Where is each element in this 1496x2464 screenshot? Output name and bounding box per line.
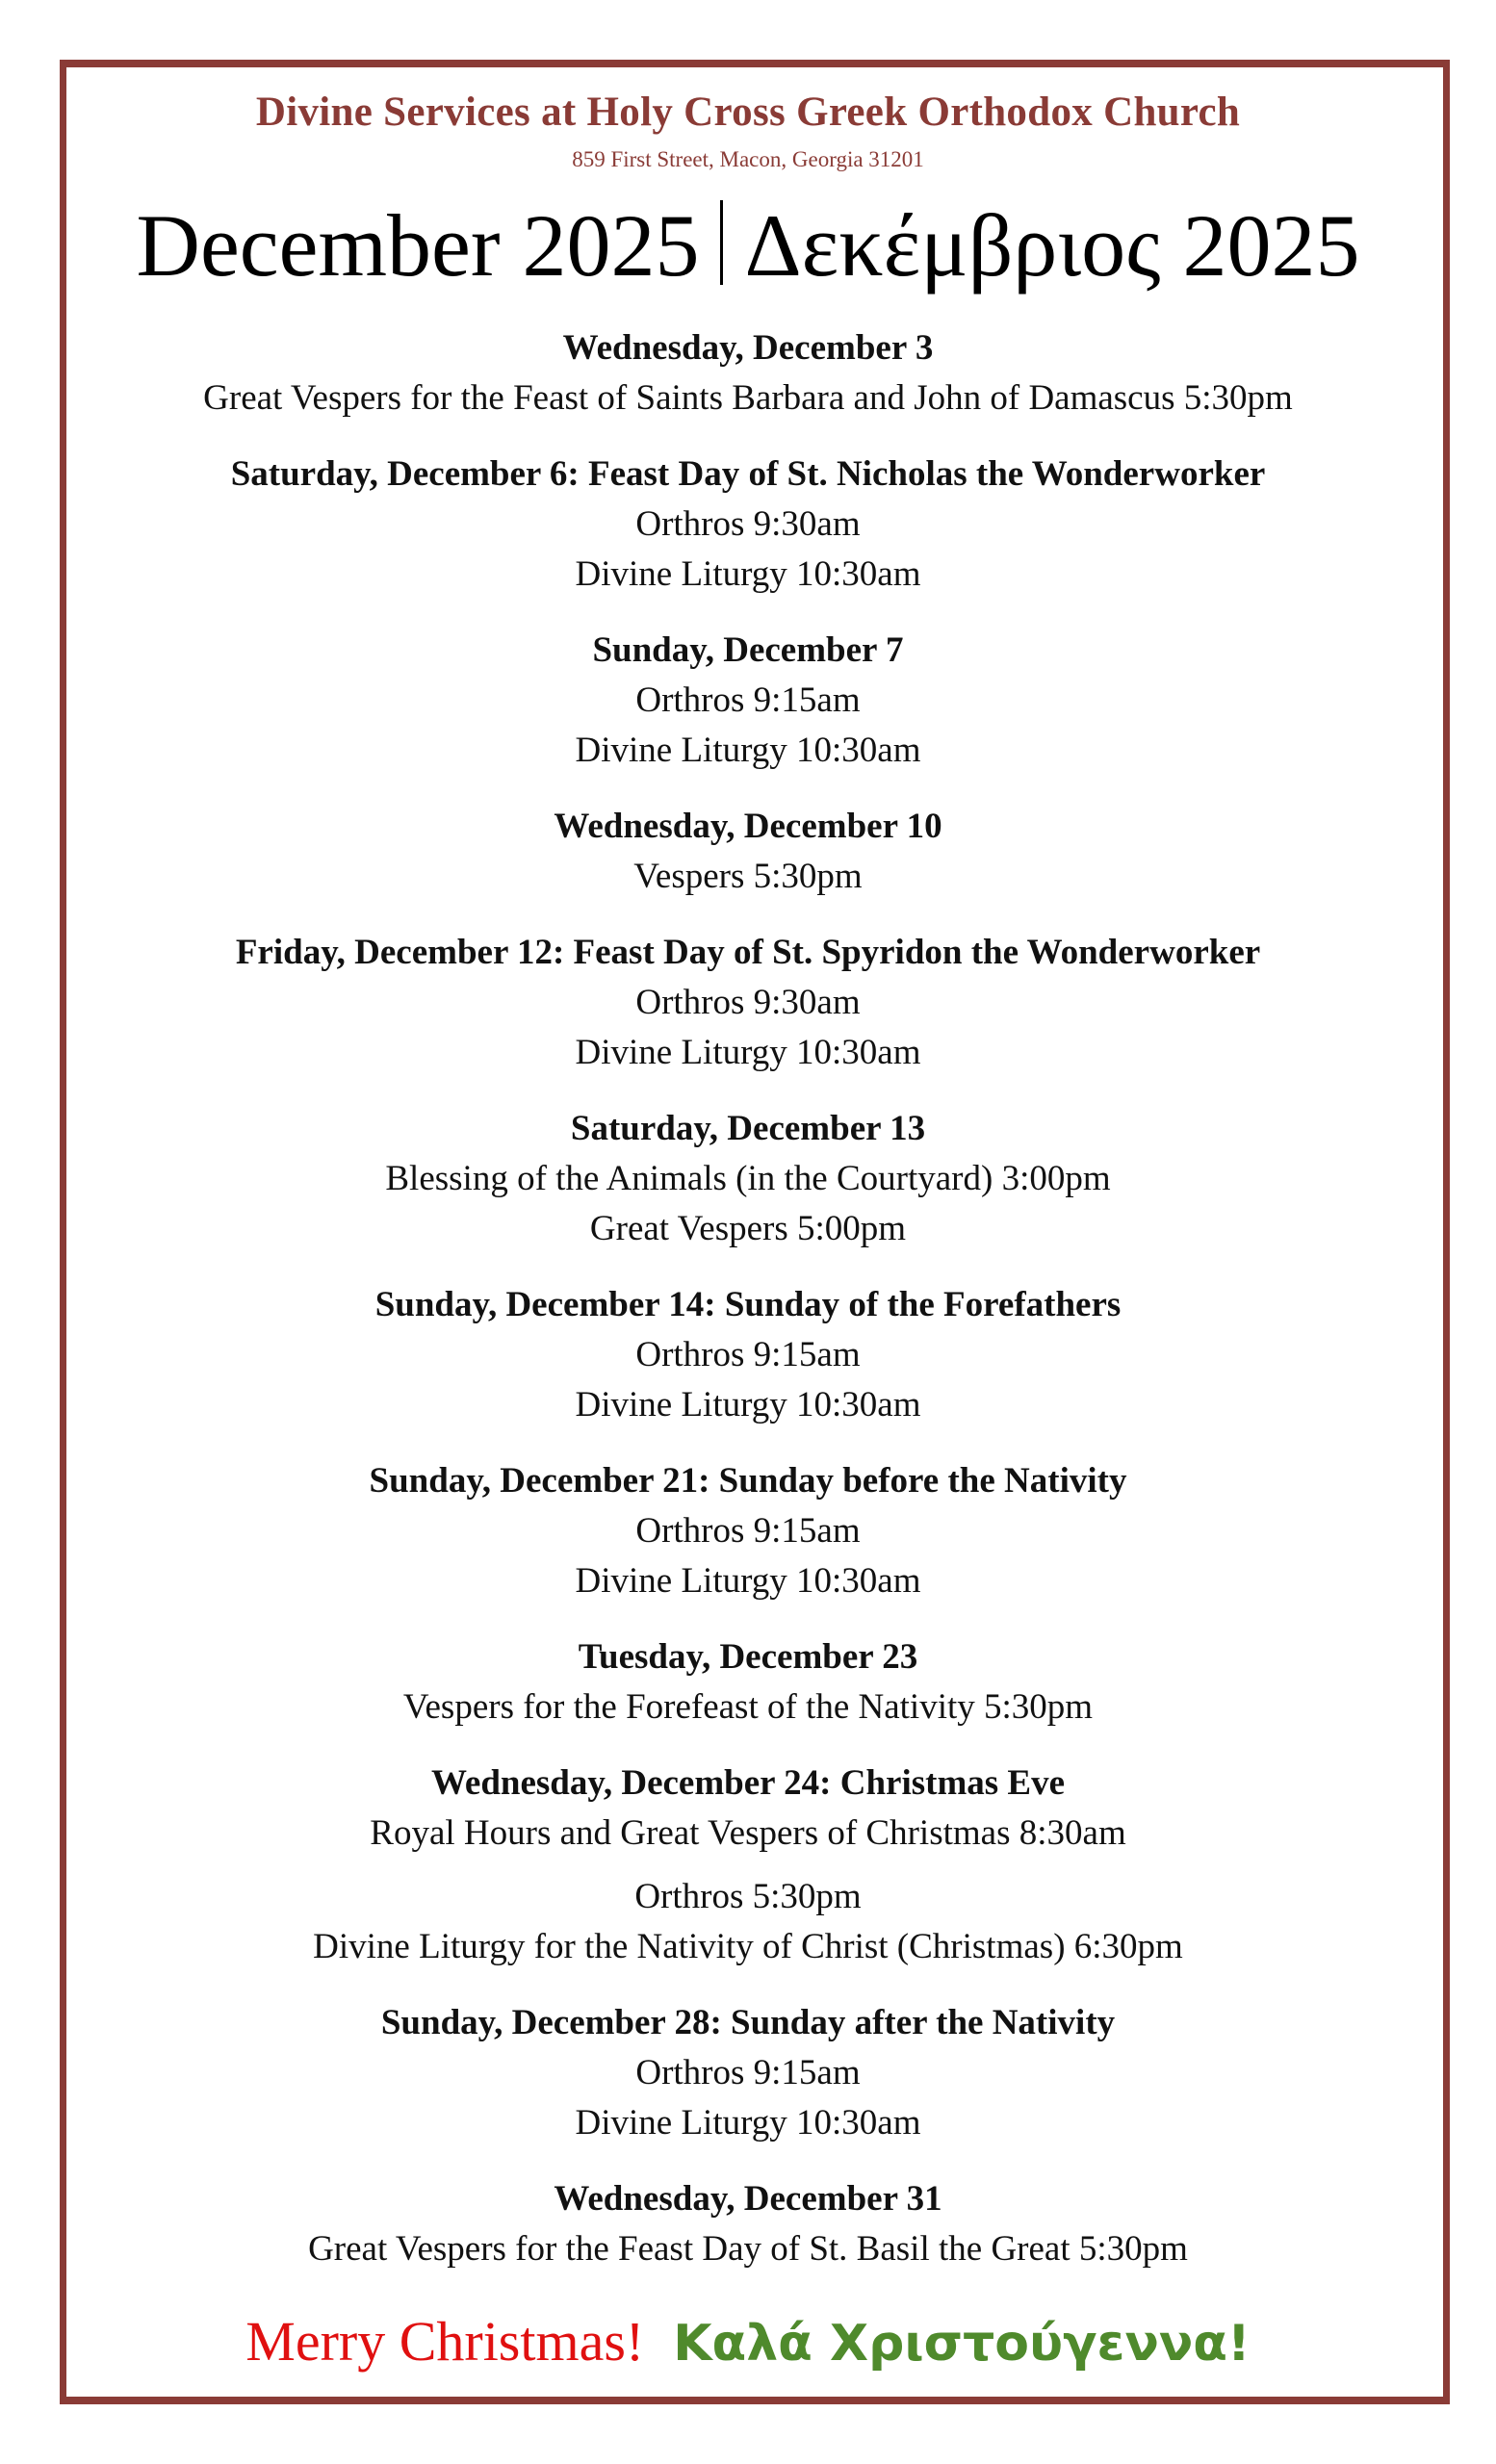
month-english: December 2025	[136, 196, 700, 295]
service-date: Saturday, December 13	[570, 1109, 926, 1148]
divider	[720, 200, 723, 285]
service-date: Saturday, December 6: Feast Day of St. Nicholas the Wonderworker	[230, 454, 1266, 494]
service-date: Friday, December 12: Feast Day of St. Spyridon the Wonderworker	[235, 933, 1261, 972]
service-day	[0, 1758, 1496, 1972]
service-item: Divine Liturgy 10:30am	[575, 1561, 921, 1601]
church-address: 859 First Street, Macon, Georgia 31201	[572, 147, 924, 171]
service-item: Great Vespers for the Feast Day of St. Basil the Great 5:30pm	[308, 2229, 1188, 2269]
service-date: Sunday, December 21: Sunday before the Nativity	[369, 1461, 1127, 1501]
month-greek: Δεκέμβριος 2025	[744, 196, 1360, 295]
service-day	[0, 449, 1496, 600]
church-title: Divine Services at Holy Cross Greek Orthodox Church	[255, 90, 1241, 135]
service-date: Sunday, December 7	[592, 630, 904, 670]
service-date: Wednesday, December 24: Christmas Eve	[430, 1763, 1066, 1803]
service-day	[0, 1104, 1496, 1254]
service-day	[0, 1456, 1496, 1606]
christmas-greeting	[0, 2308, 1496, 2377]
service-day	[0, 1280, 1496, 1430]
greeting-english: Merry Christmas!	[245, 2310, 645, 2373]
service-item: Divine Liturgy 10:30am	[575, 1033, 921, 1072]
greeting-greek: Καλά Χριστούγεννα!	[673, 2315, 1251, 2373]
service-date: Wednesday, December 31	[554, 2179, 942, 2219]
service-date: Wednesday, December 10	[554, 807, 942, 846]
service-day	[0, 1632, 1496, 1732]
service-day	[0, 323, 1496, 424]
service-item: Orthros 9:15am	[635, 1511, 861, 1551]
service-item: Orthros 9:30am	[635, 983, 861, 1022]
service-item: Divine Liturgy 10:30am	[575, 554, 921, 594]
service-item: Vespers 5:30pm	[633, 857, 863, 896]
service-day	[0, 928, 1496, 1078]
service-day	[0, 1998, 1496, 2148]
service-item: Royal Hours and Great Vespers of Christmas 8:30am	[370, 1813, 1126, 1853]
service-item: Great Vespers for the Feast of Saints Barbara and John of Damascus 5:30pm	[203, 378, 1293, 418]
service-date: Sunday, December 14: Sunday of the Forefathers	[374, 1285, 1122, 1324]
service-item: Orthros 9:15am	[635, 680, 861, 720]
service-item: Orthros 5:30pm	[634, 1877, 862, 1916]
service-schedule	[0, 323, 1496, 2300]
service-item: Orthros 9:15am	[635, 1335, 861, 1374]
service-date: Sunday, December 28: Sunday after the Nativity	[380, 2003, 1116, 2042]
service-item: Blessing of the Animals (in the Courtyard) 3:00pm	[385, 1159, 1111, 1198]
service-day	[0, 626, 1496, 776]
service-item: Great Vespers 5:00pm	[589, 1209, 907, 1248]
service-item: Divine Liturgy 10:30am	[575, 2103, 921, 2143]
service-item: Vespers for the Forefeast of the Nativity 5:30pm	[402, 1687, 1094, 1727]
service-item: Divine Liturgy 10:30am	[575, 1385, 921, 1424]
service-item: Divine Liturgy for the Nativity of Christ (Christmas) 6:30pm	[313, 1927, 1183, 1966]
service-item: Divine Liturgy 10:30am	[575, 731, 921, 770]
service-item: Orthros 9:15am	[635, 2053, 861, 2092]
service-day	[0, 802, 1496, 902]
month-heading	[0, 192, 1496, 298]
service-item: Orthros 9:30am	[635, 504, 861, 544]
service-date: Tuesday, December 23	[578, 1637, 918, 1677]
service-date: Wednesday, December 3	[562, 328, 934, 368]
service-day	[0, 2174, 1496, 2274]
